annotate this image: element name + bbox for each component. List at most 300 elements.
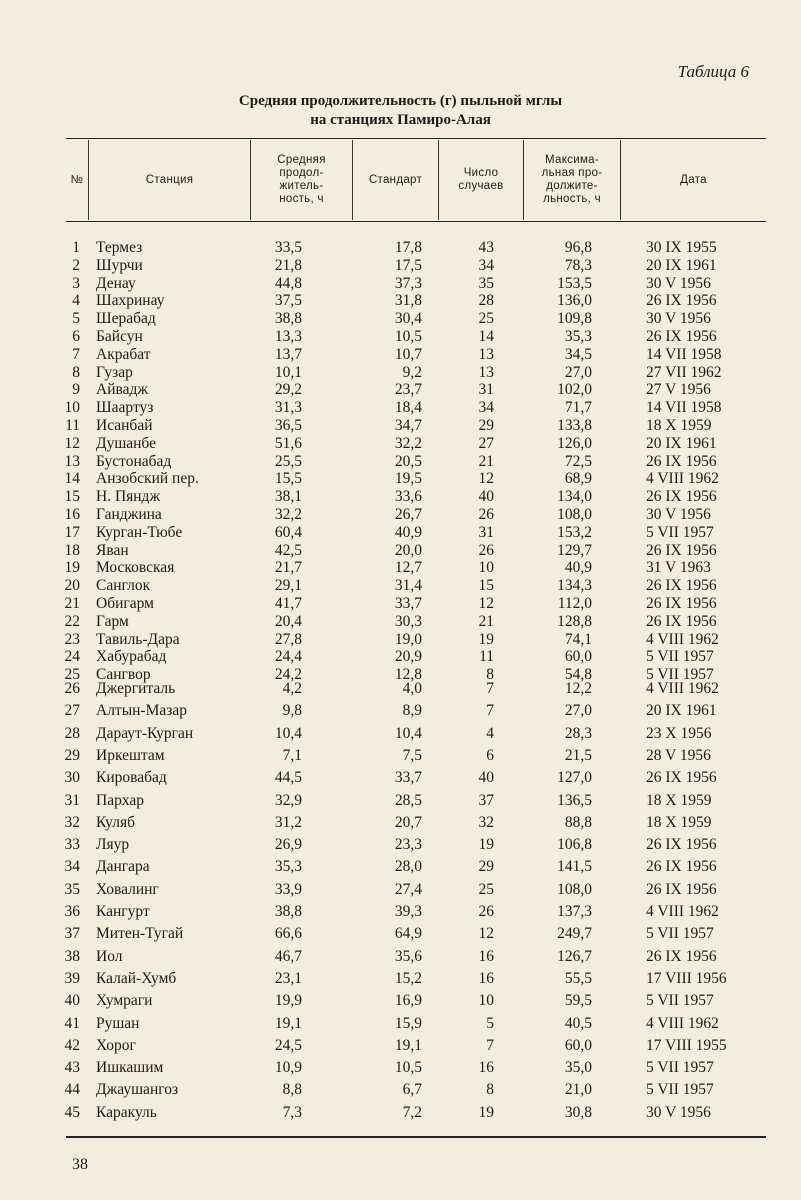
table-row	[0, 791, 801, 811]
page-number: 38	[72, 1156, 88, 1173]
max-duration: 34,5	[564, 345, 592, 363]
station-name: Каракуль	[96, 1103, 157, 1121]
avg-duration: 38,8	[274, 903, 302, 920]
max-duration: 153,5	[557, 274, 592, 292]
station-name: Иркештам	[96, 746, 165, 764]
case-count: 31	[478, 523, 494, 541]
case-count: 5	[486, 1014, 494, 1032]
station-name: Санглок	[96, 577, 151, 595]
avg-duration: 24,5	[274, 1036, 302, 1054]
date-value: 20 IX 1961	[646, 434, 717, 452]
table-row	[0, 857, 801, 877]
max-duration: 55,5	[564, 969, 592, 987]
station-name: Анзобский пер.	[96, 470, 199, 488]
date-value: 28 V 1956	[646, 746, 711, 764]
std-value: 4,0	[402, 680, 422, 697]
case-count: 19	[478, 1103, 494, 1121]
table-title	[0, 92, 801, 130]
avg-duration: 20,4	[274, 612, 302, 630]
station-name: Иол	[96, 947, 123, 965]
max-duration: 133,8	[557, 417, 592, 434]
date-value: 5 VII 1957	[646, 992, 714, 1010]
date-value: 4 VIII 1962	[646, 470, 719, 488]
avg-duration: 60,4	[274, 523, 302, 541]
station-name: Термез	[96, 239, 143, 256]
date-value: 26 IX 1956	[646, 488, 717, 506]
row-number: 41	[64, 1014, 80, 1032]
row-number: 2	[72, 256, 80, 274]
station-name: Джаушангоз	[96, 1081, 179, 1099]
case-count: 40	[478, 769, 494, 787]
max-duration: 109,8	[557, 310, 592, 328]
station-name: Исанбай	[96, 417, 153, 434]
max-duration: 108,0	[557, 506, 592, 523]
std-value: 7,2	[402, 1103, 422, 1121]
station-name: Шахринау	[96, 292, 165, 310]
row-number: 4	[72, 292, 80, 310]
row-number: 15	[64, 488, 80, 506]
max-duration: 141,5	[557, 858, 592, 876]
case-count: 25	[478, 310, 494, 328]
row-number: 36	[64, 903, 80, 920]
std-value: 28,5	[394, 791, 422, 809]
std-value: 15,2	[394, 969, 422, 987]
station-name: Джергиталь	[96, 680, 176, 697]
std-value: 31,8	[394, 292, 422, 310]
max-duration: 28,3	[564, 724, 592, 742]
date-value: 26 IX 1956	[646, 858, 717, 876]
std-value: 15,9	[394, 1014, 422, 1032]
date-value: 26 IX 1956	[646, 452, 717, 470]
row-number: 39	[64, 969, 80, 987]
date-value: 17 VIII 1956	[646, 969, 727, 987]
date-value: 27 VII 1962	[646, 363, 722, 381]
avg-duration: 26,9	[274, 836, 302, 854]
table-label: Таблица 6	[677, 62, 749, 81]
std-value: 35,6	[394, 947, 422, 965]
max-duration: 137,3	[557, 903, 592, 920]
station-name: Хорог	[96, 1036, 136, 1054]
table-row	[0, 768, 801, 788]
std-value: 19,1	[394, 1036, 422, 1054]
std-value: 33,6	[394, 488, 422, 506]
station-name: Московская	[96, 559, 175, 577]
case-count: 15	[478, 577, 494, 595]
avg-duration: 44,8	[274, 274, 302, 292]
avg-duration: 7,1	[282, 746, 302, 764]
std-value: 12,8	[394, 666, 422, 684]
row-number: 3	[72, 274, 80, 292]
max-duration: 126,0	[557, 434, 592, 452]
avg-duration: 4,2	[282, 680, 302, 697]
case-count: 40	[478, 488, 494, 506]
row-number: 18	[64, 541, 80, 559]
case-count: 10	[478, 992, 494, 1010]
case-count: 12	[478, 925, 494, 943]
avg-duration: 31,2	[274, 813, 302, 831]
title-line-1: Средняя продолжительность (г) пыльной мглы	[238, 93, 563, 109]
row-number: 20	[64, 577, 80, 595]
avg-duration: 32,9	[274, 791, 302, 809]
std-value: 9,2	[402, 363, 422, 381]
date-value: 26 IX 1956	[646, 880, 717, 898]
avg-duration: 19,1	[274, 1014, 302, 1032]
date-value: 30 V 1956	[646, 506, 711, 523]
std-value: 30,4	[394, 310, 422, 328]
station-name: Ховалинг	[96, 880, 159, 898]
date-value: 5 VII 1957	[646, 925, 714, 943]
title-line-2: на станциях Памиро-Алая	[310, 112, 491, 128]
max-duration: 27,0	[564, 702, 592, 720]
row-number: 7	[72, 345, 80, 363]
std-value: 19,0	[394, 630, 422, 648]
std-value: 27,4	[394, 880, 422, 898]
max-duration: 153,2	[557, 523, 592, 541]
header-std: Стандарт	[368, 173, 423, 186]
station-name: Байсун	[96, 328, 143, 345]
header-date: Дата	[680, 173, 707, 186]
case-count: 8	[486, 1081, 494, 1099]
std-value: 30,3	[394, 612, 422, 630]
max-duration: 54,8	[564, 666, 592, 684]
row-number: 42	[64, 1036, 80, 1054]
case-count: 35	[478, 274, 494, 292]
max-duration: 72,5	[564, 452, 592, 470]
case-count: 19	[478, 836, 494, 854]
avg-duration: 41,7	[274, 595, 302, 612]
table-row	[0, 969, 801, 989]
station-name: Кангурт	[96, 903, 150, 920]
row-number: 29	[64, 746, 80, 764]
table-row	[0, 679, 801, 699]
case-count: 26	[478, 506, 494, 523]
case-count: 37	[478, 791, 494, 809]
std-value: 16,9	[394, 992, 422, 1010]
avg-duration: 24,4	[274, 648, 302, 666]
row-number: 10	[64, 399, 80, 417]
station-name: Н. Пяндж	[96, 488, 161, 506]
avg-duration: 25,5	[274, 452, 302, 470]
date-value: 18 X 1959	[646, 417, 712, 434]
station-name: Гарм	[96, 612, 129, 630]
max-duration: 12,2	[564, 680, 592, 697]
station-name: Кировабад	[96, 769, 167, 787]
max-duration: 108,0	[557, 880, 592, 898]
case-count: 10	[478, 559, 494, 577]
std-value: 8,9	[402, 702, 422, 720]
row-number: 21	[64, 595, 80, 612]
station-name: Хумраги	[96, 992, 153, 1010]
std-value: 39,3	[394, 903, 422, 920]
std-value: 32,2	[394, 434, 422, 452]
row-number: 32	[64, 813, 80, 831]
std-value: 12,7	[394, 559, 422, 577]
table-row	[0, 813, 801, 833]
row-number: 25	[64, 666, 80, 684]
row-number: 44	[64, 1081, 80, 1099]
case-count: 19	[478, 630, 494, 648]
date-value: 26 IX 1956	[646, 328, 717, 345]
row-number: 19	[64, 559, 80, 577]
table-bottom-rule	[66, 1136, 766, 1138]
case-count: 32	[478, 813, 494, 831]
date-value: 23 X 1956	[646, 724, 712, 742]
station-name: Митен-Тугай	[96, 925, 184, 943]
station-name: Ляур	[96, 836, 130, 854]
avg-duration: 31,3	[274, 399, 302, 417]
row-number: 16	[64, 506, 80, 523]
std-value: 33,7	[394, 769, 422, 787]
avg-duration: 27,8	[274, 630, 302, 648]
date-value: 4 VIII 1962	[646, 903, 719, 920]
std-value: 31,4	[394, 577, 422, 595]
max-duration: 134,3	[557, 577, 592, 595]
std-value: 40,9	[394, 523, 422, 541]
date-value: 14 VII 1958	[646, 345, 722, 363]
date-value: 18 X 1959	[646, 791, 712, 809]
max-duration: 126,7	[557, 947, 592, 965]
max-duration: 60,0	[564, 648, 592, 666]
table-row	[0, 1080, 801, 1100]
std-value: 28,0	[394, 858, 422, 876]
case-count: 4	[486, 724, 494, 742]
max-duration: 249,7	[557, 925, 592, 943]
row-number: 5	[72, 310, 80, 328]
case-count: 12	[478, 470, 494, 488]
avg-duration: 38,1	[274, 488, 302, 506]
case-count: 21	[478, 612, 494, 630]
table-row	[0, 1014, 801, 1034]
station-name: Калай-Хумб	[96, 969, 177, 987]
avg-duration: 21,7	[274, 559, 302, 577]
station-name: Хабурабад	[96, 648, 167, 666]
date-value: 5 VII 1957	[646, 648, 714, 666]
case-count: 26	[478, 541, 494, 559]
header-num: №	[70, 173, 84, 186]
row-number: 24	[64, 648, 80, 666]
date-value: 4 VIII 1962	[646, 630, 719, 648]
avg-duration: 24,2	[274, 666, 302, 684]
avg-duration: 46,7	[274, 947, 302, 965]
station-name: Шерабад	[96, 310, 156, 328]
avg-duration: 8,8	[282, 1081, 302, 1099]
avg-duration: 29,2	[274, 381, 302, 399]
table-row	[0, 924, 801, 944]
date-value: 26 IX 1956	[646, 292, 717, 310]
row-number: 26	[64, 680, 80, 697]
table-row	[0, 746, 801, 766]
std-value: 6,7	[402, 1081, 422, 1099]
avg-duration: 37,5	[274, 292, 302, 310]
row-number: 31	[64, 791, 80, 809]
avg-duration: 29,1	[274, 577, 302, 595]
row-number: 22	[64, 612, 80, 630]
avg-duration: 15,5	[274, 470, 302, 488]
station-name: Акрабат	[96, 345, 151, 363]
max-duration: 136,5	[557, 791, 592, 809]
std-value: 10,5	[394, 1059, 422, 1077]
std-value: 64,9	[394, 925, 422, 943]
row-number: 45	[64, 1103, 80, 1121]
case-count: 14	[478, 328, 494, 345]
station-name: Бустонабад	[96, 452, 172, 470]
case-count: 13	[478, 345, 494, 363]
row-number: 27	[64, 702, 80, 720]
table-row	[0, 1036, 801, 1056]
row-number: 13	[64, 452, 80, 470]
max-duration: 30,8	[564, 1103, 592, 1121]
table-row	[0, 701, 801, 721]
header-count: Число случаев	[458, 167, 504, 192]
case-count: 31	[478, 381, 494, 399]
date-value: 14 VII 1958	[646, 399, 722, 417]
row-number: 23	[64, 630, 80, 648]
station-name: Шаартуз	[96, 399, 154, 417]
header-avg: Средняя продол- житель- ность, ч	[277, 154, 326, 205]
date-value: 26 IX 1956	[646, 769, 717, 787]
avg-duration: 44,5	[274, 769, 302, 787]
table-row	[0, 1058, 801, 1078]
date-value: 4 VIII 1962	[646, 680, 719, 697]
std-value: 33,7	[394, 595, 422, 612]
date-value: 30 V 1956	[646, 274, 711, 292]
max-duration: 78,3	[564, 256, 592, 274]
station-name: Ганджина	[96, 506, 162, 523]
case-count: 34	[478, 399, 494, 417]
date-value: 26 IX 1956	[646, 836, 717, 854]
date-value: 5 VII 1957	[646, 523, 714, 541]
std-value: 23,7	[394, 381, 422, 399]
avg-duration: 23,1	[274, 969, 302, 987]
row-number: 17	[64, 523, 80, 541]
max-duration: 35,0	[564, 1059, 592, 1077]
std-value: 37,3	[394, 274, 422, 292]
table-row	[0, 1103, 801, 1123]
case-count: 28	[478, 292, 494, 310]
std-value: 34,7	[394, 417, 422, 434]
case-count: 25	[478, 880, 494, 898]
station-name: Алтын-Мазар	[96, 702, 187, 720]
station-name: Дараут-Курган	[96, 724, 194, 742]
std-value: 20,9	[394, 648, 422, 666]
std-value: 18,4	[394, 399, 422, 417]
date-value: 30 V 1956	[646, 310, 711, 328]
max-duration: 106,8	[557, 836, 592, 854]
avg-duration: 19,9	[274, 992, 302, 1010]
row-number: 28	[64, 724, 80, 742]
std-value: 17,5	[394, 256, 422, 274]
station-name: Гузар	[96, 363, 133, 381]
max-duration: 68,9	[564, 470, 592, 488]
max-duration: 60,0	[564, 1036, 592, 1054]
date-value: 26 IX 1956	[646, 595, 717, 612]
row-number: 38	[64, 947, 80, 965]
case-count: 11	[479, 648, 494, 666]
station-name: Рушан	[96, 1014, 140, 1032]
row-number: 34	[64, 858, 80, 876]
std-value: 10,5	[394, 328, 422, 345]
date-value: 31 V 1963	[646, 559, 711, 577]
station-name: Ишкашим	[96, 1059, 164, 1077]
station-name: Денау	[96, 274, 136, 292]
station-name: Айвадж	[96, 381, 149, 399]
max-duration: 127,0	[557, 769, 592, 787]
date-value: 20 IX 1961	[646, 256, 717, 274]
case-count: 7	[486, 702, 494, 720]
table-row	[0, 991, 801, 1011]
avg-duration: 13,7	[274, 345, 302, 363]
row-number: 6	[72, 328, 80, 345]
row-number: 40	[64, 992, 80, 1010]
max-duration: 88,8	[564, 813, 592, 831]
case-count: 43	[478, 239, 494, 256]
date-value: 4 VIII 1962	[646, 1014, 719, 1032]
avg-duration: 32,2	[274, 506, 302, 523]
avg-duration: 10,4	[274, 724, 302, 742]
station-name: Пархар	[96, 791, 144, 809]
case-count: 29	[478, 417, 494, 434]
date-value: 20 IX 1961	[646, 702, 717, 720]
date-value: 17 VIII 1955	[646, 1036, 727, 1054]
max-duration: 136,0	[557, 292, 592, 310]
date-value: 26 IX 1956	[646, 577, 717, 595]
max-duration: 59,5	[564, 992, 592, 1010]
avg-duration: 10,9	[274, 1059, 302, 1077]
case-count: 16	[478, 947, 494, 965]
max-duration: 71,7	[564, 399, 592, 417]
std-value: 19,5	[394, 470, 422, 488]
table-header-rule	[66, 221, 766, 222]
avg-duration: 35,3	[274, 858, 302, 876]
row-number: 33	[64, 836, 80, 854]
table-row	[0, 902, 801, 922]
std-value: 20,7	[394, 813, 422, 831]
case-count: 7	[486, 680, 494, 697]
date-value: 26 IX 1956	[646, 541, 717, 559]
avg-duration: 33,5	[274, 239, 302, 256]
max-duration: 21,0	[564, 1081, 592, 1099]
table-row	[0, 880, 801, 900]
station-name: Тавиль-Дара	[96, 630, 180, 648]
avg-duration: 13,3	[274, 328, 302, 345]
std-value: 20,5	[394, 452, 422, 470]
table-row	[0, 947, 801, 967]
row-number: 37	[64, 925, 80, 943]
station-name: Дангара	[96, 858, 150, 876]
max-duration: 74,1	[564, 630, 592, 648]
row-number: 1	[72, 239, 80, 256]
row-number: 43	[64, 1059, 80, 1077]
date-value: 27 V 1956	[646, 381, 711, 399]
avg-duration: 36,5	[274, 417, 302, 434]
case-count: 6	[486, 746, 494, 764]
date-value: 5 VII 1957	[646, 666, 714, 684]
avg-duration: 51,6	[274, 434, 302, 452]
case-count: 16	[478, 1059, 494, 1077]
avg-duration: 7,3	[282, 1103, 302, 1121]
case-count: 29	[478, 858, 494, 876]
row-number: 12	[64, 434, 80, 452]
max-duration: 96,8	[564, 239, 592, 256]
header-max: Максима- льная про- должите- льность, ч	[541, 154, 603, 205]
station-name: Шурчи	[96, 256, 143, 274]
case-count: 21	[478, 452, 494, 470]
row-number: 11	[65, 417, 80, 434]
std-value: 20,0	[394, 541, 422, 559]
max-duration: 112,0	[557, 595, 592, 612]
std-value: 23,3	[394, 836, 422, 854]
case-count: 13	[478, 363, 494, 381]
